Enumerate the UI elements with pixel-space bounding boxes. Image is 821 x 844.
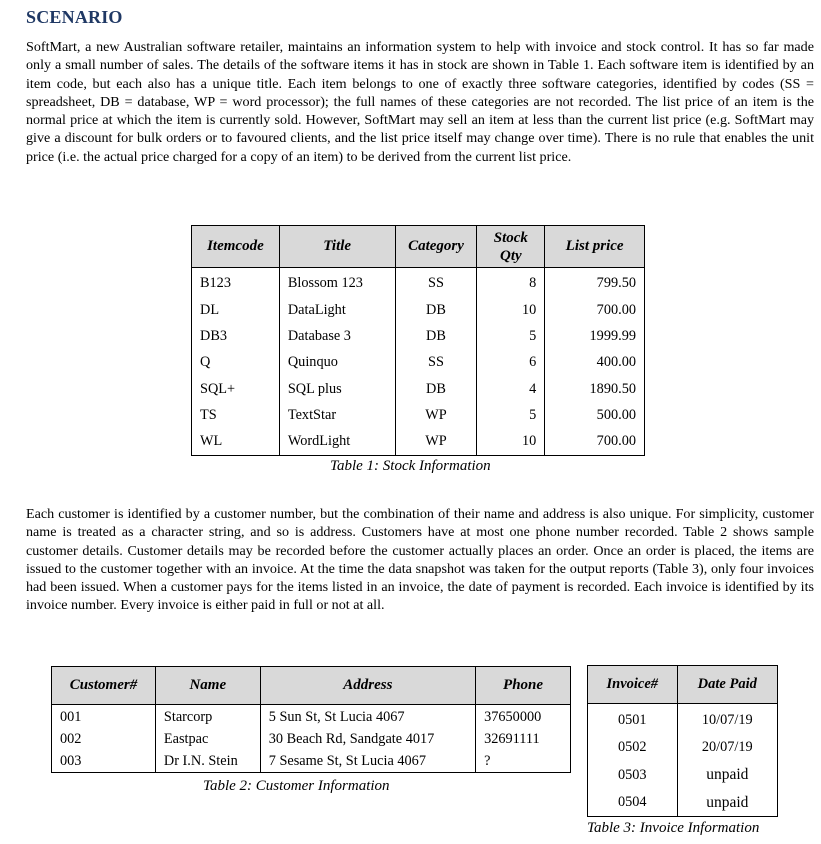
list-price-cell: 700.00	[545, 429, 645, 455]
itemcode-cell: DB3	[192, 323, 280, 349]
title-cell: DataLight	[279, 297, 395, 323]
customer-table	[51, 666, 571, 773]
name-cell: Eastpac	[155, 729, 260, 751]
customer-number-cell: 001	[52, 707, 156, 729]
address-cell: 30 Beach Rd, Sandgate 4017	[260, 729, 475, 751]
itemcode-cell: WL	[192, 429, 280, 455]
column-header: Date Paid	[677, 666, 777, 704]
title-cell: Database 3	[279, 323, 395, 349]
table-row	[588, 734, 778, 762]
stock-qty-cell: 5	[477, 323, 545, 349]
address-cell: 5 Sun St, St Lucia 4067	[260, 707, 475, 729]
stock-table	[191, 225, 645, 456]
list-price-cell: 500.00	[545, 402, 645, 428]
stock-qty-cell: 10	[477, 429, 545, 455]
table-row	[52, 751, 571, 773]
category-cell: SS	[395, 350, 477, 376]
table-row	[192, 323, 645, 349]
title-cell: Blossom 123	[279, 271, 395, 297]
phone-cell: ?	[476, 751, 571, 773]
title-cell: WordLight	[279, 429, 395, 455]
column-header: Invoice#	[588, 666, 678, 704]
invoice-table	[587, 665, 778, 817]
date-paid-cell: 10/07/19	[677, 707, 777, 735]
category-cell: WP	[395, 402, 477, 428]
table-caption: Table 2: Customer Information	[203, 778, 390, 794]
itemcode-cell: Q	[192, 350, 280, 376]
invoice-number-cell: 0503	[588, 762, 678, 790]
category-cell: DB	[395, 376, 477, 402]
invoice-number-cell: 0501	[588, 707, 678, 735]
address-cell: 7 Sesame St, St Lucia 4067	[260, 751, 475, 773]
table-caption: Table 1: Stock Information	[330, 458, 491, 474]
list-price-cell: 700.00	[545, 297, 645, 323]
table-row	[192, 271, 645, 297]
column-header: Name	[155, 667, 260, 705]
itemcode-cell: SQL+	[192, 376, 280, 402]
table-row	[52, 707, 571, 729]
phone-cell: 32691111	[476, 729, 571, 751]
column-header: Address	[260, 667, 475, 705]
list-price-cell: 1999.99	[545, 323, 645, 349]
list-price-cell: 799.50	[545, 271, 645, 297]
name-cell: Starcorp	[155, 707, 260, 729]
category-cell: DB	[395, 323, 477, 349]
itemcode-cell: TS	[192, 402, 280, 428]
category-cell: DB	[395, 297, 477, 323]
table-row	[588, 789, 778, 817]
stock-qty-cell: 6	[477, 350, 545, 376]
itemcode-cell: B123	[192, 271, 280, 297]
table-caption: Table 3: Invoice Information	[587, 820, 760, 836]
column-header: List price	[545, 226, 645, 268]
table-row	[192, 402, 645, 428]
column-header: Category	[395, 226, 477, 268]
table-row	[192, 350, 645, 376]
title-cell: Quinquo	[279, 350, 395, 376]
date-paid-cell: unpaid	[677, 762, 777, 790]
list-price-cell: 1890.50	[545, 376, 645, 402]
stock-qty-cell: 4	[477, 376, 545, 402]
column-header: Customer#	[52, 667, 156, 705]
stock-qty-cell: 5	[477, 402, 545, 428]
table-row	[192, 429, 645, 455]
table-header-row	[52, 667, 571, 705]
column-header: Title	[279, 226, 395, 268]
itemcode-cell: DL	[192, 297, 280, 323]
stock-qty-cell: 10	[477, 297, 545, 323]
scenario-paragraph-2: Each customer is identified by a customer number, but the combination of their name and address is also unique. For simplicity, customer name is treated as a character string, and so is address. Customers have at most one phone number recorded. Table 2 shows sample customer details. Customer details may be recorded before the customer actually places an order. Once an order is placed, the items are issued to the customer together with an invoice. At the time the data snapshot was taken for the output reports (Table 3), only four invoices had been issued. When a customer pays for the items listed in an invoice, the date of payment is recorded. Each invoice is identified by its invoice number. Every invoice is either paid in full or not at all.	[26, 506, 814, 614]
section-heading: SCENARIO	[26, 7, 123, 27]
customer-number-cell: 003	[52, 751, 156, 773]
title-cell: SQL plus	[279, 376, 395, 402]
table-row	[192, 376, 645, 402]
invoice-number-cell: 0502	[588, 734, 678, 762]
list-price-cell: 400.00	[545, 350, 645, 376]
table-header-row	[588, 666, 778, 704]
date-paid-cell: unpaid	[677, 789, 777, 817]
customer-number-cell: 002	[52, 729, 156, 751]
phone-cell: 37650000	[476, 707, 571, 729]
column-header: Phone	[476, 667, 571, 705]
category-cell: WP	[395, 429, 477, 455]
invoice-number-cell: 0504	[588, 789, 678, 817]
table-header-row	[192, 226, 645, 268]
category-cell: SS	[395, 271, 477, 297]
table-row	[588, 707, 778, 735]
date-paid-cell: 20/07/19	[677, 734, 777, 762]
table-row	[192, 297, 645, 323]
table-row	[588, 762, 778, 790]
column-header: Stock Qty	[477, 226, 545, 268]
name-cell: Dr I.N. Stein	[155, 751, 260, 773]
title-cell: TextStar	[279, 402, 395, 428]
scenario-paragraph-1: SoftMart, a new Australian software retailer, maintains an information system to help with invoice and stock control. It has so far made only a small number of sales. The details of the software items it has in stock are shown in Table 1. Each software item is identified by an item code, but each also has a unique title. Each item belongs to one of exactly three software categories, identified by codes (SS = spreadsheet, DB = database, WP = word processor); the full names of these categories are not recorded. The list price of an item is the normal price at which the item is currently sold. However, SoftMart may sell an item at less than the current list price (e.g. SoftMart may give a discount for bulk orders or to favoured clients, and the list price itself may change over time). There is no rule that enables the unit price (i.e. the actual price charged for a copy of an item) to be derived from the current list price.	[26, 39, 814, 165]
column-header: Itemcode	[192, 226, 280, 268]
stock-qty-cell: 8	[477, 271, 545, 297]
table-row	[52, 729, 571, 751]
